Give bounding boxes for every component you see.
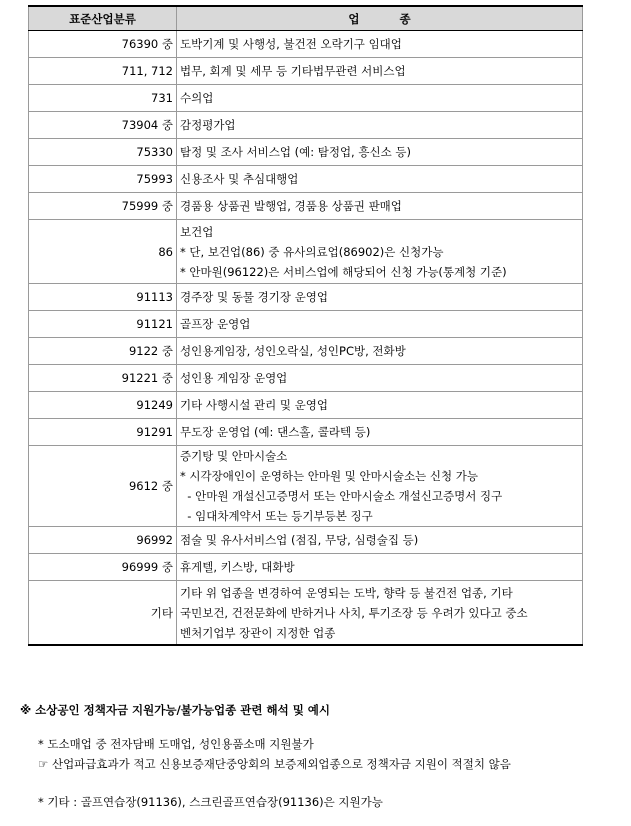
- description-line: 수의업: [180, 91, 214, 105]
- table-row: [29, 220, 583, 284]
- note-item-2: ☞ 산업파급효과가 적고 신용보증재단중앙회의 보증제외업종으로 정책자금 지원이 적절치 않음: [38, 757, 511, 771]
- description-line: 신용조사 및 추심대행업: [180, 172, 299, 186]
- industry-description-cell: [177, 139, 583, 166]
- description-line: 기타 위 업종을 변경하여 운영되는 도박, 향락 등 불건전 업종, 기타: [180, 585, 513, 600]
- table-row: [29, 446, 583, 527]
- description-line: * 단, 보건업(86) 중 유사의료업(86902)은 신청가능: [180, 244, 444, 259]
- industry-code-cell: 711, 712: [29, 58, 177, 85]
- description-line: 성인용 게임장 운영업: [180, 371, 288, 385]
- industry-code-cell: 91121: [29, 311, 177, 338]
- description-line: 점술 및 유사서비스업 (점집, 무당, 심령술집 등): [180, 533, 419, 547]
- industry-description-cell: [177, 58, 583, 85]
- description-line: * 시각장애인이 운영하는 안마원 및 안마시술소는 신청 가능: [180, 469, 478, 483]
- description-line: 경주장 및 동물 경기장 운영업: [180, 290, 328, 304]
- industry-description-cell: [177, 311, 583, 338]
- description-line: 무도장 운영업 (예: 댄스홀, 콜라텍 등): [180, 425, 371, 439]
- description-line: 도박기계 및 사행성, 불건전 오락기구 임대업: [180, 37, 402, 51]
- description-line: * 안마원(96122)은 서비스업에 해당되어 신청 가능(통계청 기준): [180, 264, 507, 279]
- industry-code-cell: 75993: [29, 166, 177, 193]
- table-row: [29, 338, 583, 365]
- industry-description-cell: [177, 31, 583, 58]
- description-line: 경품용 상품권 발행업, 경품용 상품권 판매업: [180, 199, 402, 213]
- industry-code-cell: 9612 중: [29, 446, 177, 527]
- table-header-row: [29, 6, 583, 31]
- industry-code-cell: 76390 중: [29, 31, 177, 58]
- table-row: [29, 58, 583, 85]
- table-row: [29, 392, 583, 419]
- industry-description-cell: [177, 527, 583, 554]
- industry-code-cell: 91249: [29, 392, 177, 419]
- description-line: 기타 사행시설 관리 및 운영업: [180, 398, 328, 412]
- industry-description-cell: [177, 338, 583, 365]
- industry-description-cell: [177, 446, 583, 527]
- industry-code-cell: 73904 중: [29, 112, 177, 139]
- industry-code-cell: 96992: [29, 527, 177, 554]
- industry-code-cell: 96999 중: [29, 554, 177, 581]
- industry-code-cell: 91113: [29, 284, 177, 311]
- description-line: 휴게텔, 키스방, 대화방: [180, 560, 295, 574]
- note-item-3: * 기타 : 골프연습장(91136), 스크린골프연습장(91136)은 지원가능: [38, 795, 383, 809]
- industry-code-cell: 91291: [29, 419, 177, 446]
- description-line: 골프장 운영업: [180, 317, 251, 331]
- industry-code-cell: 75330: [29, 139, 177, 166]
- description-line: - 임대차계약서 또는 등기부등본 징구: [180, 509, 373, 523]
- header-industry: 업 종: [177, 6, 583, 31]
- table-row: [29, 85, 583, 112]
- header-code: 표준산업분류: [29, 6, 177, 31]
- industry-code-cell: 731: [29, 85, 177, 112]
- industry-description-cell: [177, 284, 583, 311]
- table-row: [29, 284, 583, 311]
- description-line: 국민보건, 건전문화에 반하거나 사치, 투기조장 등 우려가 있다고 중소: [180, 605, 528, 620]
- industry-description-cell: [177, 581, 583, 646]
- industry-description-cell: [177, 166, 583, 193]
- note-item-1: * 도소매업 중 전자담배 도매업, 성인용품소매 지원불가: [38, 737, 314, 751]
- notes-section: [20, 700, 620, 812]
- industry-description-cell: [177, 365, 583, 392]
- description-line: 보건업: [180, 224, 214, 239]
- industry-code-cell: 86: [29, 220, 177, 284]
- industry-description-cell: [177, 220, 583, 284]
- industry-description-cell: [177, 392, 583, 419]
- industry-code-cell: 75999 중: [29, 193, 177, 220]
- table-body: [29, 31, 583, 646]
- description-line: 감정평가업: [180, 118, 236, 132]
- table-row: [29, 581, 583, 646]
- table-row: [29, 554, 583, 581]
- industry-description-cell: [177, 554, 583, 581]
- restricted-industry-table: [28, 5, 583, 646]
- description-line: 증기탕 및 안마시술소: [180, 449, 288, 463]
- industry-description-cell: [177, 112, 583, 139]
- notes-title: ※ 소상공인 정책자금 지원가능/불가능업종 관련 해석 및 예시: [20, 703, 331, 717]
- table-row: [29, 139, 583, 166]
- industry-code-cell: 9122 중: [29, 338, 177, 365]
- notes-spacer: [20, 774, 620, 792]
- description-line: 벤처기업부 장관이 지정한 업종: [180, 625, 336, 640]
- description-line: 탐정 및 조사 서비스업 (예: 탐정업, 흥신소 등): [180, 145, 411, 159]
- table-row: [29, 365, 583, 392]
- table-row: [29, 311, 583, 338]
- industry-description-cell: [177, 193, 583, 220]
- table-row: [29, 193, 583, 220]
- table-row: [29, 166, 583, 193]
- industry-description-cell: [177, 85, 583, 112]
- table-row: [29, 31, 583, 58]
- description-line: - 안마원 개설신고증명서 또는 안마시술소 개설신고증명서 징구: [180, 489, 503, 503]
- table-row: [29, 527, 583, 554]
- industry-description-cell: [177, 419, 583, 446]
- industry-code-cell: 기타: [29, 581, 177, 646]
- table-row: [29, 112, 583, 139]
- description-line: 성인용게임장, 성인오락실, 성인PC방, 전화방: [180, 344, 406, 358]
- industry-code-cell: 91221 중: [29, 365, 177, 392]
- table-row: [29, 419, 583, 446]
- description-line: 법무, 회계 및 세무 등 기타법무관련 서비스업: [180, 64, 406, 78]
